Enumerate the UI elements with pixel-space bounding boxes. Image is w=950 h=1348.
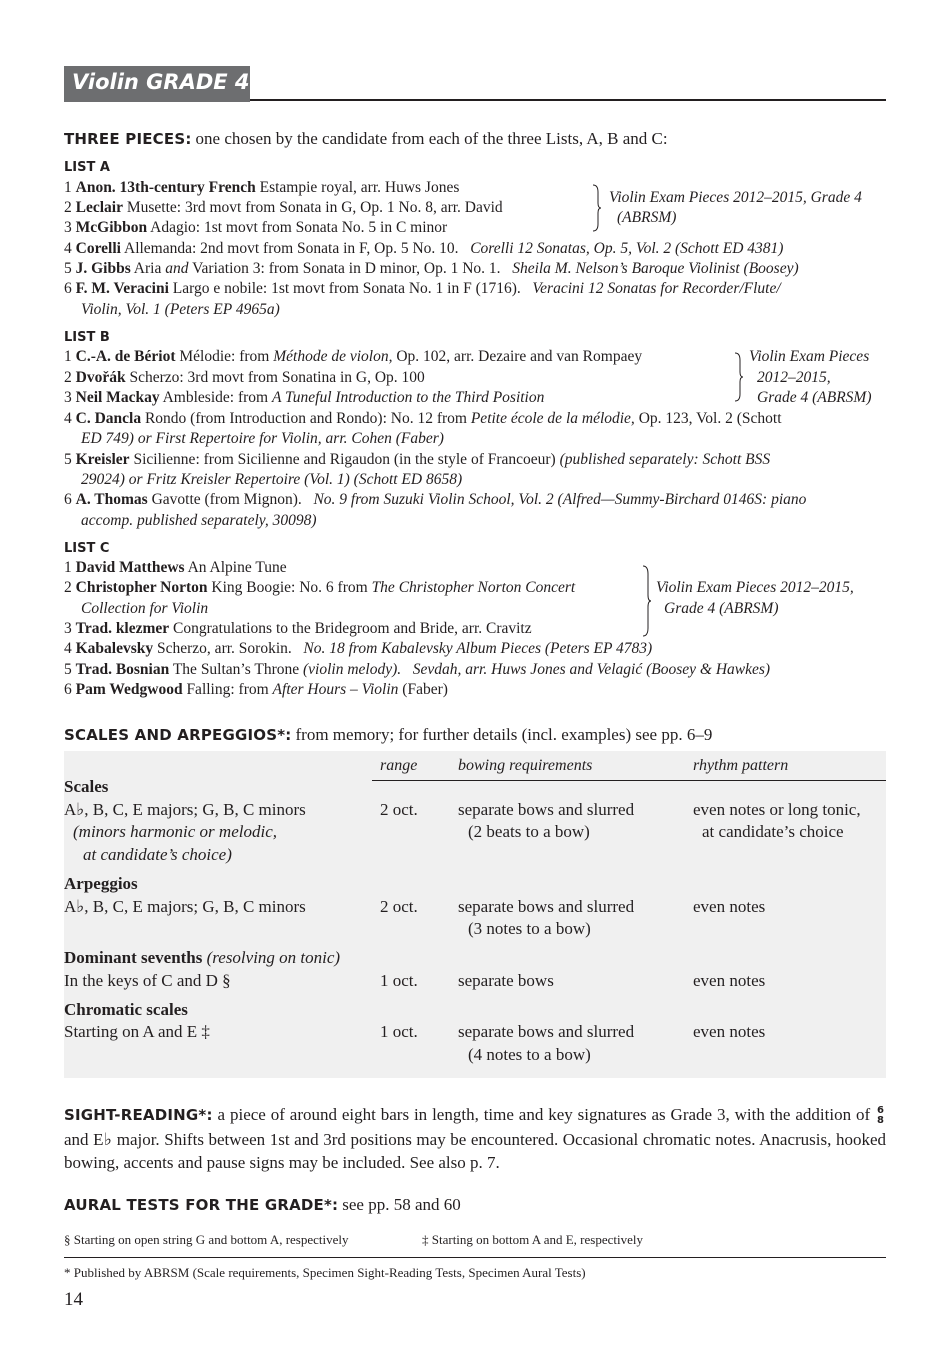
footnote-section: § Starting on open string G and bottom A, respectively — [64, 1232, 349, 1247]
item-number: 3 — [64, 219, 72, 236]
composer: Dvořák — [75, 369, 126, 386]
chromatic-bowing-1: separate bows and slurred — [458, 1022, 635, 1041]
composer: Neil Mackay — [75, 389, 160, 406]
dominant-bowing: separate bows — [458, 971, 554, 990]
list-a-item-5 — [64, 260, 799, 278]
item-number: 1 — [64, 348, 72, 365]
source: Sheila M. Nelson’s Baroque Violinist (Boosey) — [512, 260, 799, 277]
composer: McGibbon — [75, 219, 148, 236]
scales-note-1: (minors harmonic or melodic, — [73, 822, 277, 841]
item-number: 5 — [64, 451, 72, 468]
list-b-brace — [734, 352, 741, 402]
aural-tests — [64, 1195, 461, 1215]
piece-title: King Boogie: No. 6 from — [211, 579, 368, 596]
item-number: 2 — [64, 579, 72, 596]
list-c-item-2 — [64, 579, 575, 597]
source: Veracini 12 Sonatas for Recorder/Flute/ — [532, 280, 781, 297]
piece-title: Op. 102, arr. Dezaire and van Rompaey — [396, 348, 643, 365]
list-b-item-6 — [64, 491, 806, 509]
time-signature-bottom: 8 — [877, 1115, 884, 1127]
composer: A. Thomas — [75, 491, 148, 508]
piece-title: Largo e nobile: 1st movt from Sonata No. 1 in F (1716). — [172, 280, 521, 297]
piece-title-and: and — [165, 260, 189, 277]
sight-reading-heading: SIGHT-READING*: — [64, 1106, 213, 1124]
scales-bowing-2: (2 beats to a bow) — [468, 822, 590, 841]
list-b-item-5 — [64, 451, 770, 469]
composer: C. Dancla — [75, 410, 142, 427]
list-c-brace — [642, 565, 649, 637]
three-pieces-intro — [64, 129, 668, 149]
piece-title: Ambleside: from — [162, 389, 269, 406]
composer: Leclair — [75, 199, 123, 216]
list-c-item-2-cont: Collection for Violin — [81, 600, 209, 617]
item-number: 2 — [64, 369, 72, 386]
piece-title: Scherzo: 3rd movt from Sonatina in G, Op. 100 — [129, 369, 425, 386]
chromatic-keys: Starting on A and E ‡ — [64, 1022, 210, 1041]
three-pieces-heading: THREE PIECES: — [64, 130, 192, 148]
piece-title-italic: After Hours – Violin — [272, 681, 399, 698]
piece-title: (Faber) — [402, 681, 448, 698]
scales-heading: SCALES AND ARPEGGIOS*: — [64, 726, 292, 744]
list-a-item-3 — [64, 219, 447, 237]
sight-reading-text-2: and E♭ major. Shifts between 1st and 3rd positions may be encountered. Occasional chromatic notes. Anacrusis, hooked bowing, accents and pause signs may be included. See also p. 7. — [64, 1129, 886, 1172]
list-b-source-1-3c: Grade 4 (ABRSM) — [757, 389, 872, 406]
footnote-rule — [64, 1257, 886, 1258]
source: (published separately: Schott BSS — [559, 451, 771, 468]
piece-title: Falling: from — [186, 681, 269, 698]
chromatic-title: Chromatic scales — [64, 1000, 188, 1019]
dominant-title-line — [64, 948, 340, 968]
item-number: 3 — [64, 620, 72, 637]
arpeggios-bowing-2: (3 notes to a bow) — [468, 919, 591, 938]
scales-range: 2 oct. — [380, 800, 418, 819]
list-c-item-5 — [64, 661, 770, 679]
list-c-item-3 — [64, 620, 532, 638]
list-b-source-1-3b: 2012–2015, — [757, 369, 831, 386]
arpeggios-title: Arpeggios — [64, 874, 138, 893]
item-number: 2 — [64, 199, 72, 216]
source: No. 9 from Suzuki Violin School, Vol. 2 (Alfred—Summy-Birchard 0146S: piano — [313, 491, 807, 508]
title-rule — [250, 99, 886, 101]
list-c-source-1-3a: Violin Exam Pieces 2012–2015, — [656, 579, 854, 596]
item-number: 5 — [64, 260, 72, 277]
piece-title: Congratulations to the Bridegroom and Bride, arr. Cravitz — [173, 620, 532, 637]
chromatic-bowing-2: (4 notes to a bow) — [468, 1045, 591, 1064]
list-b-item-3 — [64, 389, 544, 407]
composer: F. M. Veracini — [75, 280, 169, 297]
list-a-brace — [592, 184, 599, 232]
list-a-source-1-3b: (ABRSM) — [617, 209, 677, 226]
aural-text: see pp. 58 and 60 — [342, 1195, 461, 1214]
dominant-range: 1 oct. — [380, 971, 418, 990]
piece-title-italic: Méthode de violon, — [273, 348, 393, 365]
scales-bowing-1: separate bows and slurred — [458, 800, 635, 819]
piece-title-italic: (violin melody). — [303, 661, 402, 678]
list-b-item-5-cont: 29024) or Fritz Kreisler Repertoire (Vol. 1) (Schott ED 8658) — [81, 471, 463, 488]
piece-title: Aria — [133, 260, 162, 277]
sight-reading-text-1: a piece of around eight bars in length, time and key signatures as Grade 3, with the addition of — [217, 1105, 871, 1124]
scales-title: Scales — [64, 777, 109, 796]
composer: David Matthews — [75, 559, 185, 576]
piece-title-italic: Petite école de la mélodie, — [470, 410, 635, 427]
scales-intro — [64, 725, 712, 745]
composer: Kabalevsky — [75, 640, 154, 657]
item-number: 4 — [64, 640, 72, 657]
composer: Trad. Bosnian — [75, 661, 170, 678]
composer: Kreisler — [75, 451, 130, 468]
page-number: 14 — [64, 1289, 83, 1310]
col-range-header: range — [380, 757, 418, 774]
list-b-source-1-3a: Violin Exam Pieces — [749, 348, 870, 365]
three-pieces-text: one chosen by the candidate from each of the three Lists, A, B and C: — [195, 129, 668, 148]
list-b-item-4 — [64, 410, 782, 428]
list-a-label: LIST A — [64, 160, 110, 175]
list-a-item-4 — [64, 240, 783, 258]
composer: Corelli — [75, 240, 121, 257]
composer: C.-A. de Bériot — [75, 348, 176, 365]
dominant-note: (resolving on tonic) — [206, 948, 341, 967]
item-number: 6 — [64, 280, 72, 297]
item-number: 3 — [64, 389, 72, 406]
piece-title-italic: The Christopher Norton Concert — [371, 579, 576, 596]
list-a-source-1-3a: Violin Exam Pieces 2012–2015, Grade 4 — [609, 189, 862, 206]
chromatic-rhythm: even notes — [693, 1022, 766, 1041]
chromatic-range: 1 oct. — [380, 1022, 418, 1041]
item-number: 6 — [64, 491, 72, 508]
list-a-item-1 — [64, 179, 459, 197]
piece-title: Sicilienne: from Sicilienne and Rigaudon (in the style of Francoeur) — [133, 451, 556, 468]
piece-title: Gavotte (from Mignon). — [151, 491, 302, 508]
piece-title: Rondo (from Introduction and Rondo): No. 12 from — [144, 410, 467, 427]
arpeggios-range: 2 oct. — [380, 897, 418, 916]
piece-title: Variation 3: from Sonata in D minor, Op. 1 No. 1. — [192, 260, 501, 277]
scales-text: from memory; for further details (incl. examples) see pp. 6–9 — [295, 725, 713, 744]
source: Sevdah, arr. Huws Jones and Velagić (Boosey & Hawkes) — [412, 661, 771, 678]
list-a-item-6 — [64, 280, 781, 298]
list-a-item-6-source-cont: Violin, Vol. 1 (Peters EP 4965a) — [81, 301, 280, 318]
composer: Christopher Norton — [75, 579, 208, 596]
source: No. 18 from Kabalevsky Album Pieces (Peters EP 4783) — [303, 640, 653, 657]
composer: J. Gibbs — [75, 260, 131, 277]
piece-title-italic: A Tuneful Introduction to the Third Position — [271, 389, 545, 406]
list-c-source-1-3b: Grade 4 (ABRSM) — [664, 600, 779, 617]
arpeggios-keys: A♭, B, C, E majors; G, B, C minors — [64, 897, 306, 916]
scales-note-2: at candidate’s choice) — [83, 845, 232, 864]
footnote-asterisk: * Published by ABRSM (Scale requirements, Specimen Sight-Reading Tests, Specimen Aural Tests) — [64, 1265, 586, 1280]
composer: Trad. klezmer — [75, 620, 170, 637]
arpeggios-rhythm: even notes — [693, 897, 766, 916]
piece-title: The Sultan’s Throne — [172, 661, 300, 678]
time-signature — [877, 1106, 884, 1126]
dominant-keys: In the keys of C and D § — [64, 971, 231, 990]
item-number: 6 — [64, 681, 72, 698]
composer: Anon. 13th-century French — [75, 179, 256, 196]
list-b-item-4-cont: ED 749) or First Repertoire for Violin, arr. Cohen (Faber) — [81, 430, 444, 447]
list-c-item-6 — [64, 681, 448, 699]
composer: Pam Wedgwood — [75, 681, 183, 698]
list-b-item-6-cont: accomp. published separately, 30098) — [81, 512, 317, 529]
list-a-item-2 — [64, 199, 503, 217]
list-c-item-4 — [64, 640, 652, 658]
scales-rhythm-1: even notes or long tonic, — [693, 800, 861, 819]
dominant-title: Dominant sevenths — [64, 948, 203, 967]
list-c-item-1 — [64, 559, 287, 577]
arpeggios-bowing-1: separate bows and slurred — [458, 897, 635, 916]
piece-title: Scherzo, arr. Sorokin. — [157, 640, 292, 657]
list-c-label: LIST C — [64, 541, 110, 556]
time-signature-top: 6 — [877, 1105, 884, 1117]
item-number: 1 — [64, 559, 72, 576]
piece-title: Allemanda: 2nd movt from Sonata in F, Op. 5 No. 10. — [124, 240, 459, 257]
scales-keys: A♭, B, C, E majors; G, B, C minors — [64, 800, 306, 819]
scales-header-rule — [372, 780, 886, 781]
item-number: 1 — [64, 179, 72, 196]
col-rhythm-header: rhythm pattern — [693, 757, 789, 774]
scales-rhythm-2: at candidate’s choice — [702, 822, 844, 841]
piece-title: Estampie royal, arr. Huws Jones — [259, 179, 460, 196]
col-bowing-header: bowing requirements — [458, 757, 593, 774]
list-b-label: LIST B — [64, 330, 110, 345]
dominant-rhythm: even notes — [693, 971, 766, 990]
piece-title: Mélodie: from — [179, 348, 270, 365]
source: Corelli 12 Sonatas, Op. 5, Vol. 2 (Schott ED 4381) — [470, 240, 784, 257]
footnote-dagger: ‡ Starting on bottom A and E, respectively — [422, 1232, 643, 1247]
sight-reading-paragraph — [64, 1103, 886, 1175]
list-b-item-1 — [64, 348, 642, 366]
piece-title: Musette: 3rd movt from Sonata in G, Op. 1 No. 8, arr. David — [126, 199, 503, 216]
page-title: Violin GRADE 4 — [72, 70, 250, 94]
item-number: 5 — [64, 661, 72, 678]
piece-title: An Alpine Tune — [187, 559, 287, 576]
item-number: 4 — [64, 240, 72, 257]
piece-title: Adagio: 1st movt from Sonata No. 5 in C minor — [150, 219, 448, 236]
item-number: 4 — [64, 410, 72, 427]
piece-title: Op. 123, Vol. 2 (Schott — [638, 410, 782, 427]
list-b-item-2 — [64, 369, 425, 387]
aural-heading: AURAL TESTS FOR THE GRADE*: — [64, 1196, 339, 1214]
